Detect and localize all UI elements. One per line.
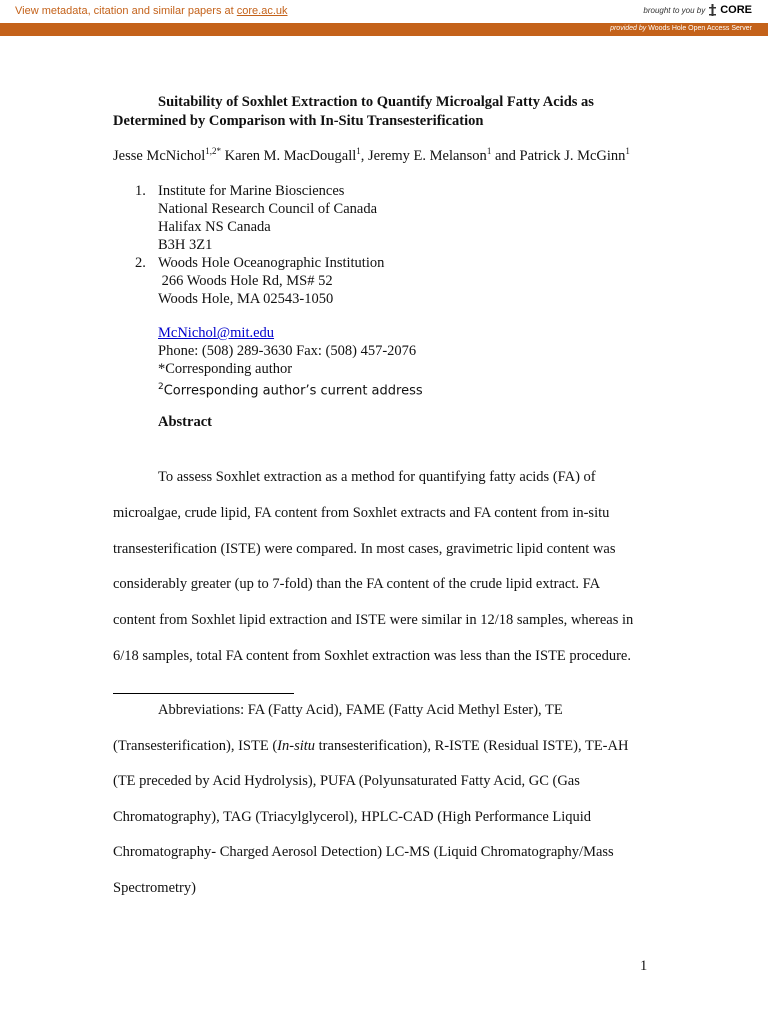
footnote-line (113, 729, 658, 765)
author-separator: and (494, 147, 516, 164)
core-link[interactable]: core.ac.uk (236, 5, 288, 17)
abstract-line: content from Soxhlet lipid extraction and ISTE were similar in 12/18 samples, whereas in (113, 612, 634, 629)
affiliation-number: 2. (135, 255, 146, 271)
author-list (113, 146, 630, 165)
author-affil-sup: 1 (625, 146, 630, 156)
footnote-text: (Transesterification), ISTE ( (113, 737, 278, 754)
affiliation-item (135, 254, 384, 272)
current-address-note (158, 378, 423, 400)
provided-by-label: provided by (610, 25, 647, 32)
affiliation-line: Woods Hole Oceanographic Institution (158, 255, 385, 271)
core-banner (0, 0, 768, 36)
abstract-line: transesterification (ISTE) were compared. In most cases, gravimetric lipid content was (113, 540, 616, 557)
abstract-line: To assess Soxhlet extraction as a method for quantifying fatty acids (FA) of (158, 469, 596, 485)
title-line-1: Suitability of Soxhlet Extraction to Quantify Microalgal Fatty Acids as (158, 94, 594, 110)
author-name: Patrick J. McGinn (519, 147, 626, 164)
affiliation-line: 266 Woods Hole Rd, MS# 52 (158, 273, 333, 289)
affiliation-list (135, 182, 384, 308)
author-separator: , (360, 147, 365, 164)
brought-text: brought to you by (643, 5, 706, 15)
email-link[interactable]: McNichol@mit.edu (158, 325, 275, 341)
core-logo-icon (708, 4, 717, 16)
footnote-italic: In-situ (277, 737, 316, 754)
footnote-line: Spectrometry) (113, 879, 196, 896)
title-line-2: Determined by Comparison with In-Situ Transesterification (113, 113, 484, 129)
contact-block (158, 324, 423, 400)
core-logo[interactable]: CORE (720, 4, 752, 16)
abstract-heading: Abstract (158, 414, 212, 430)
footnote-abbreviations (113, 693, 658, 906)
footnote-line: (TE preceded by Acid Hydrolysis), PUFA (Polyunsaturated Fatty Acid, GC (Gas (113, 773, 580, 789)
current-address-text: Corresponding author’s current address (163, 383, 423, 399)
affiliation-item (135, 182, 384, 200)
author-affil-sup: 1,2* (205, 146, 221, 156)
paper-title (113, 93, 653, 131)
corresponding-note: *Corresponding author (158, 361, 293, 377)
author-name: Jesse McNichol (113, 147, 206, 164)
affiliation-line: Institute for Marine Biosciences (158, 183, 345, 199)
page-number: 1 (640, 958, 648, 974)
author-name: Jeremy E. Melanson (368, 147, 487, 164)
author-name: Karen M. MacDougall (224, 147, 357, 164)
abstract-line: considerably greater (up to 7-fold) than the FA content of the crude lipid extract. FA (113, 576, 601, 593)
affiliation-line: B3H 3Z1 (158, 237, 213, 253)
author-affil-sup: 1 (356, 146, 361, 156)
phone-fax: Phone: (508) 289-3630 Fax: (508) 457-2076 (158, 343, 417, 359)
footnote-line: Chromatography- Charged Aerosol Detection) LC-MS (Liquid Chromatography/Mass (113, 844, 614, 860)
core-link-prefix: View metadata, citation and similar papers at (15, 5, 234, 17)
affiliation-line: National Research Council of Canada (158, 201, 378, 217)
core-brought-by (643, 4, 752, 16)
affiliation-number: 1. (135, 183, 146, 199)
footnote-line: Chromatography), TAG (Triacylglycerol), HPLC-CAD (High Performance Liquid (113, 808, 592, 825)
abstract-line: 6/18 samples, total FA content from Soxhlet extraction was less than the ISTE procedure. (113, 647, 631, 664)
core-provided-by (610, 25, 752, 32)
current-address-sup: 2 (158, 382, 164, 392)
core-metadata-text (15, 5, 288, 17)
abstract-line: microalgae, crude lipid, FA content from Soxhlet extracts and FA content from in-situ (113, 504, 610, 521)
affiliation-line: Woods Hole, MA 02543-1050 (158, 291, 334, 307)
provider-name[interactable]: Woods Hole Open Access Server (648, 25, 752, 32)
affiliation-line: Halifax NS Canada (158, 219, 271, 235)
abstract-body (113, 460, 658, 675)
author-affil-sup: 1 (486, 146, 492, 156)
footnote-line: Abbreviations: FA (Fatty Acid), FAME (Fatty Acid Methyl Ester), TE (158, 702, 563, 718)
footnote-text: transesterification), R-ISTE (Residual ISTE), TE-AH (315, 737, 629, 754)
